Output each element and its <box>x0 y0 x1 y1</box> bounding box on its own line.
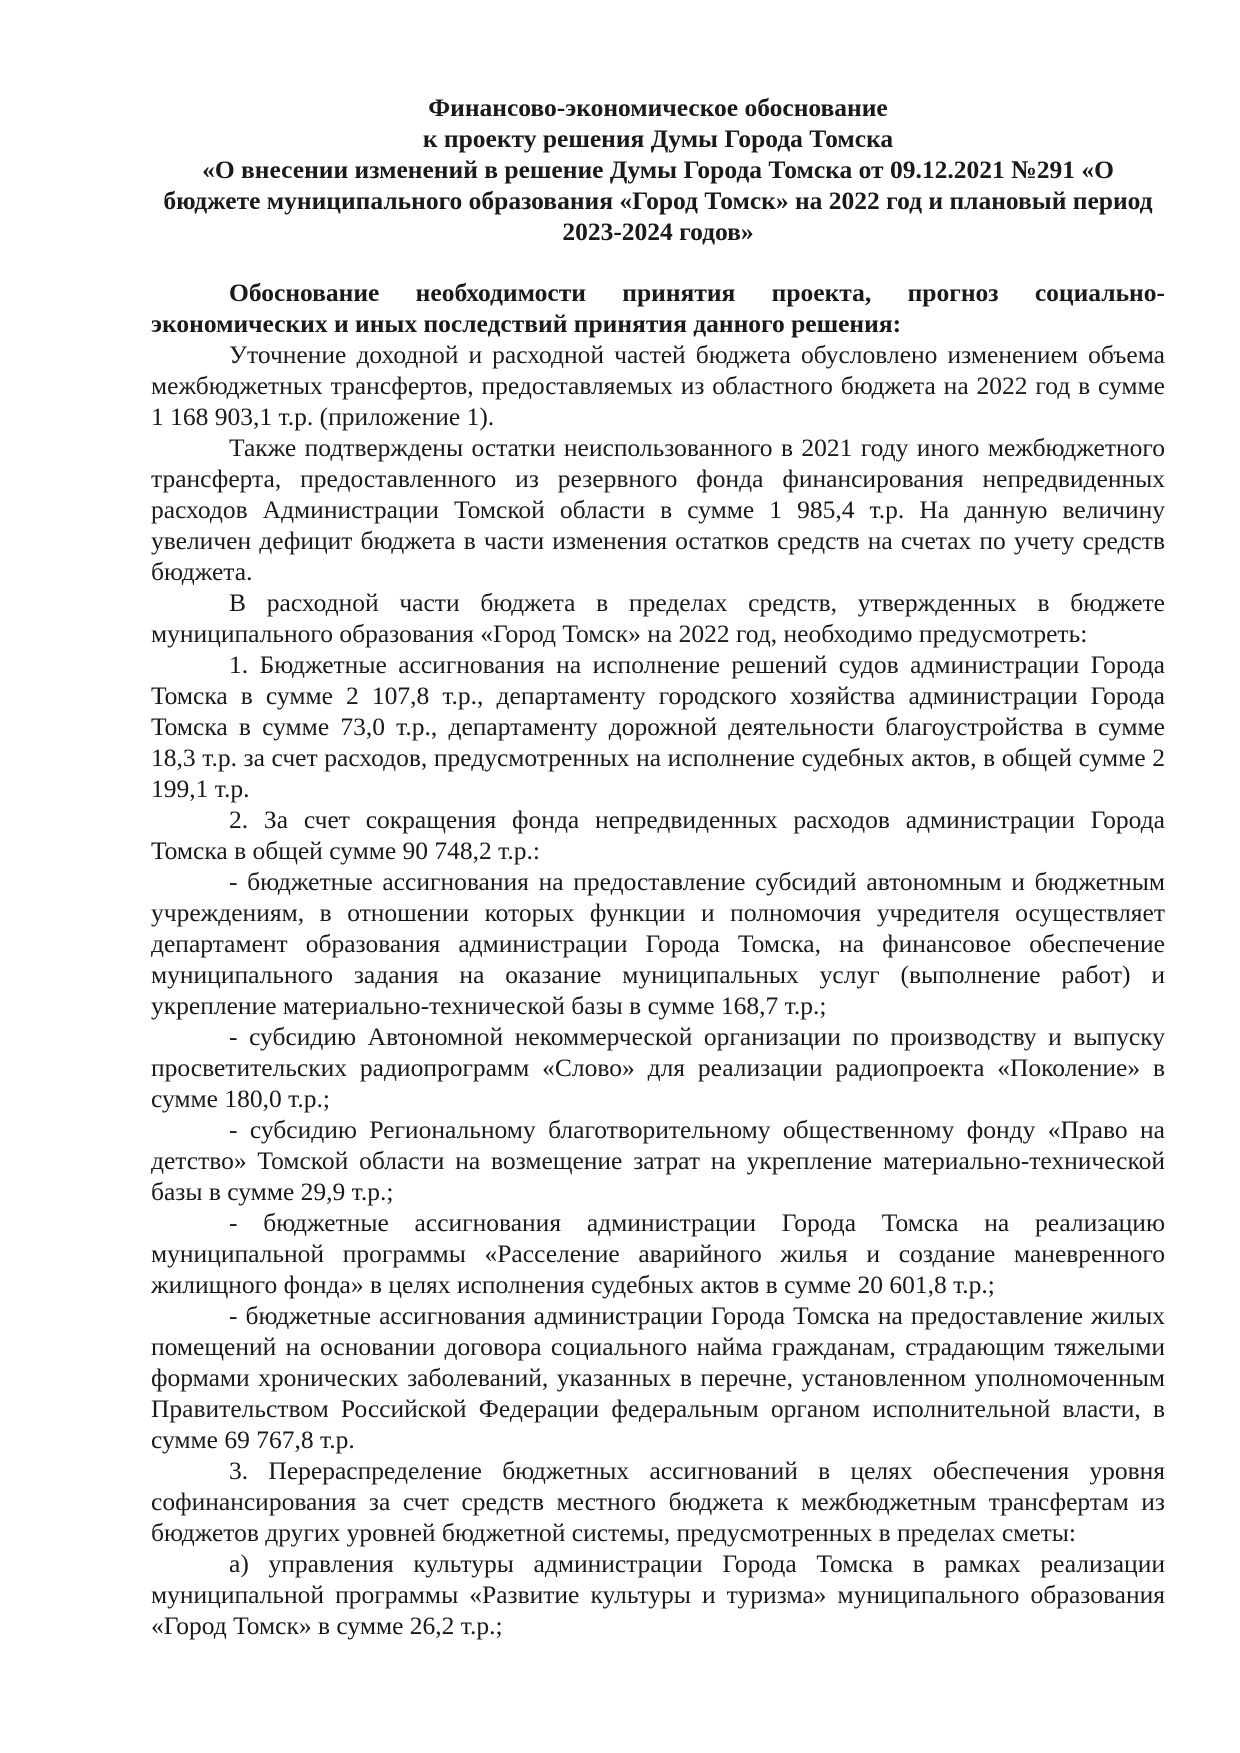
document-page <box>151 92 1165 1641</box>
title-line-2: к проекту решения Думы Города Томска <box>422 124 894 153</box>
list-subitem-resettlement: - бюджетные ассигнования администрации Города Томска на реализацию муниципальной программы «Расселение аварийного жилья и создание маневренного жилищного фонда» в целях исполнения судебных актов в сумме 20 601,8 т.р.; <box>151 1208 1165 1299</box>
title-line-1: Финансово-экономическое обоснование <box>428 93 888 122</box>
list-subitem-social-housing: - бюджетные ассигнования администрации Города Томска на предоставление жилых помещений на основании договора социального найма гражданам, страдающим тяжелыми формами хронических заболеваний, указанных в перечне, установленном уполномоченным Правительством Российской Федерации федеральным органом исполнительной власти, в сумме 69 767,8 т.р. <box>151 1301 1165 1454</box>
list-subitem-education: - бюджетные ассигнования на предоставление субсидий автономным и бюджетным учреждениям, в отношении которых функции и полномочия учредителя осуществляет департамент образования администрации Города Томска, на финансовое обеспечение муниципального задания на оказание муниципальных услуг (выполнение работ) и укрепление материально-технической базы в сумме 168,7 т.р.; <box>151 867 1165 1020</box>
title-line-3: «О внесении изменений в решение Думы Города Томска от 09.12.2021 №291 «О бюджете муниципального образования «Город Томск» на 2022 год и плановый период 2023-2024 годов» <box>163 155 1153 246</box>
paragraph-remainders: Также подтверждены остатки неиспользованного в 2021 году иного межбюджетного трансферта, предоставленного из резервного фонда финансирования непредвиденных расходов Администрации Томской области в сумме 1 985,4 т.р. На данную величину увеличен дефицит бюджета в части изменения остатков средств на счетах по учету средств бюджета. <box>151 433 1165 586</box>
list-subitem-slovo-radio: - субсидию Автономной некоммерческой организации по производству и выпуску просветительских радиопрограмм «Слово» для реализации радиопроекта «Поколение» в сумме 180,0 т.р.; <box>151 1022 1165 1113</box>
paragraph-expenditure-intro: В расходной части бюджета в пределах средств, утвержденных в бюджете муниципального образования «Город Томск» на 2022 год, необходимо предусмотреть: <box>151 588 1165 648</box>
list-item-1: 1. Бюджетные ассигнования на исполнение решений судов администрации Города Томска в сумме 2 107,8 т.р., департаменту городского хозяйства администрации Города Томска в сумме 73,0 т.р., департаменту дорожной деятельности благоустройства в сумме 18,3 т.р. за счет расходов, предусмотренных на исполнение судебных актов, в общей сумме 2 199,1 т.р. <box>151 650 1165 803</box>
list-subitem-culture: а) управления культуры администрации Города Томска в рамках реализации муниципальной программы «Развитие культуры и туризма» муниципального образования «Город Томск» в сумме 26,2 т.р.; <box>151 1549 1165 1640</box>
list-item-3: 3. Перераспределение бюджетных ассигнований в целях обеспечения уровня софинансирования за счет средств местного бюджета к межбюджетным трансфертам из бюджетов других уровней бюджетной системы, предусмотренных в пределах сметы: <box>151 1456 1165 1547</box>
paragraph-refinement: Уточнение доходной и расходной частей бюджета обусловлено изменением объема межбюджетных трансфертов, предоставляемых из областного бюджета на 2022 год в сумме 1 168 903,1 т.р. (приложение 1). <box>151 340 1165 431</box>
document-title <box>151 92 1165 247</box>
list-subitem-charity-fund: - субсидию Региональному благотворительному общественному фонду «Право на детство» Томской области на возмещение затрат на укрепление материально-технической базы в сумме 29,9 т.р.; <box>151 1115 1165 1206</box>
section-heading: Обоснование необходимости принятия проекта, прогноз социально-экономических и иных последствий принятия данного решения: <box>151 278 1165 338</box>
list-item-2: 2. За счет сокращения фонда непредвиденных расходов администрации Города Томска в общей сумме 90 748,2 т.р.: <box>151 805 1165 865</box>
